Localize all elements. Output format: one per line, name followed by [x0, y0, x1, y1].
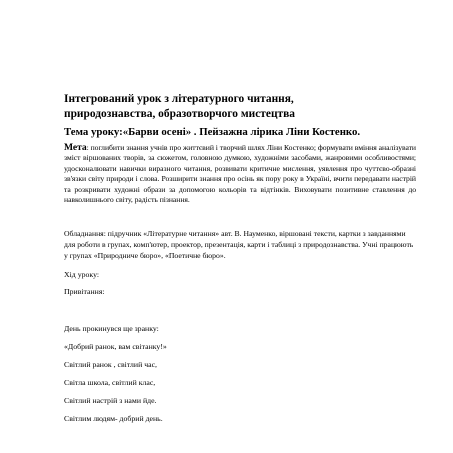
greeting-poem — [64, 323, 416, 424]
greeting-heading: Привітання: — [64, 287, 105, 297]
lesson-goal — [64, 143, 416, 205]
poem-line: Світлий ранок , світлий час, — [64, 360, 158, 370]
topic-label: Тема уроку: — [64, 126, 123, 138]
title-line-1: Інтегрований урок з літературного читання, — [64, 92, 294, 105]
document-page — [64, 92, 416, 424]
goal-text: : поглибити знання учнів про життєвий і творчий шлях Ліни Костенко; формувати вміння аналізувати зміст віршованих творів, за сюжетом, головною думкою, художніми засобами, жанровими особливостями; удосконалювати навички виразного читання, розвивати критичне мислення, уявлення про чуттєво-образні зв'язки світу природи і слова. Розширити знання про осінь як пору року в Україні, вчити передавати настрій та розкривати художні образи за допомогою кольорів та відтінків. Виховувати позитивне ставлення до навколишнього світу, радість пізнання. — [64, 143, 416, 205]
lesson-topic — [64, 125, 416, 139]
title-line-2: природознавства, образотворчого мистецтва — [64, 106, 296, 120]
poem-line: День прокинувся ще зранку: — [64, 324, 159, 334]
poem-line: Світлим людям- добрий день. — [64, 414, 163, 424]
poem-line: «Добрий ранок, вам світанку!» — [64, 342, 167, 352]
topic-text: «Барви осені» . Пейзажна лірика Ліни Костенко — [122, 126, 358, 138]
lesson-course-heading: Хід уроку: — [64, 270, 100, 280]
topic-end: . — [357, 126, 361, 138]
poem-line: Світла школа, світлий клас, — [64, 378, 156, 388]
poem-line: Світлий настрій з нами йде. — [64, 396, 157, 406]
goal-label: Мета — [64, 142, 87, 153]
document-title — [64, 92, 411, 121]
lesson-equipment: Обладнання: підручник «Літературне читання» авт. В. Науменко, віршовані тексти, картки з завданнями для роботи в групах, комп'ютер, проектор, презентація, карти і таблиці з природознавства. Учні працюють у групах «Природниче бюро», «Поетичне бюро». — [64, 229, 414, 261]
